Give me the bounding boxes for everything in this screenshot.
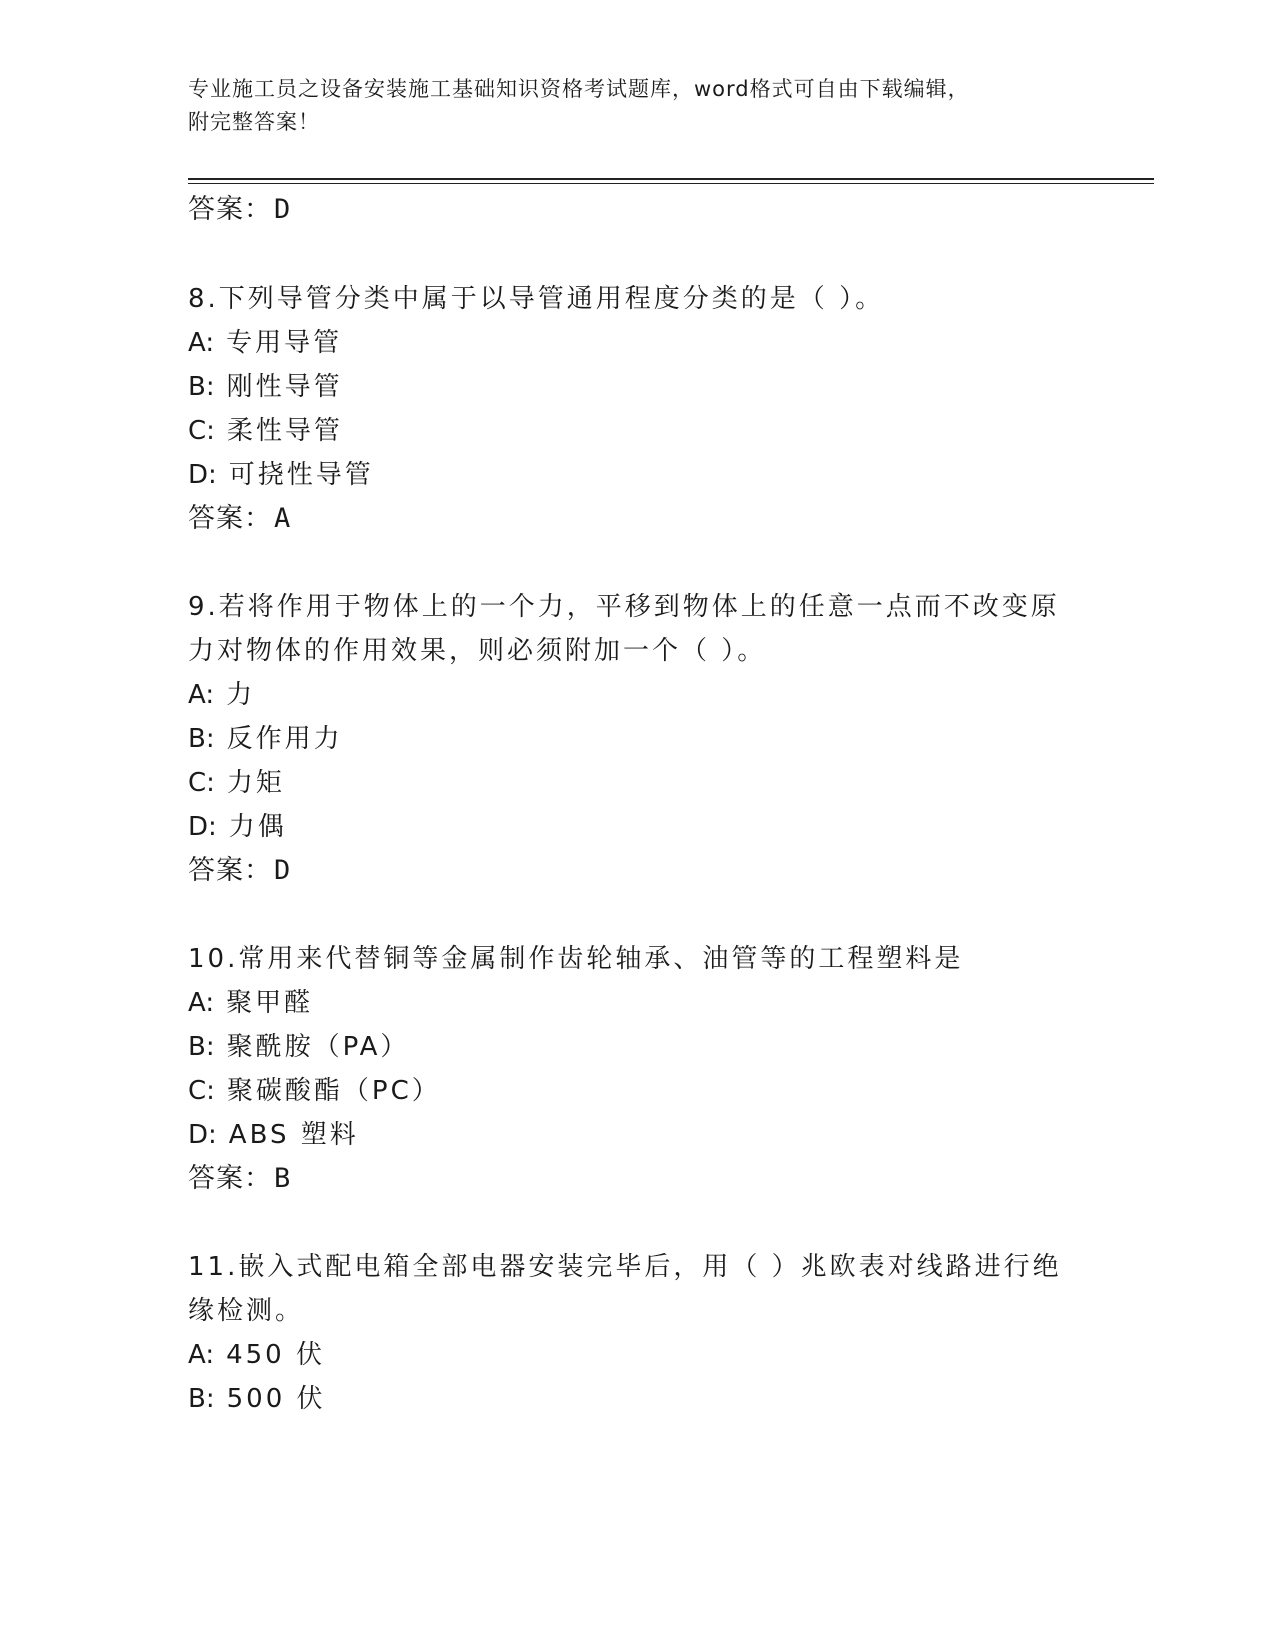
option-b <box>188 1382 326 1416</box>
option-letter: A: <box>188 1340 215 1370</box>
option-text: 500 伏 <box>226 1384 326 1414</box>
question-text: 11.嵌入式配电箱全部电器安装完毕后，用（ ）兆欧表对线路进行绝 <box>188 1252 1062 1282</box>
option-a <box>188 1338 325 1372</box>
option-text: 可挠性导管 <box>228 460 374 490</box>
option-text: 力偶 <box>228 812 287 842</box>
question-text: 8.下列导管分类中属于以导管通用程度分类的是（ ）。 <box>188 284 885 314</box>
option-letter: A: <box>188 680 215 710</box>
answer-line <box>188 854 291 888</box>
option-letter: B: <box>188 1384 215 1414</box>
option-text: 聚碳酸酯（PC） <box>226 1076 441 1106</box>
option-a <box>188 678 255 712</box>
answer-label: 答案： <box>188 855 272 886</box>
option-letter: C: <box>188 416 215 446</box>
option-d <box>188 1118 359 1152</box>
answer-line <box>188 502 291 536</box>
option-text: 力矩 <box>226 768 285 798</box>
option-text: 专用导管 <box>226 328 343 358</box>
option-text: 聚甲醛 <box>226 988 314 1018</box>
option-letter: B: <box>188 724 215 754</box>
answer-label: 答案： <box>188 503 272 534</box>
answer-label: 答案： <box>188 194 272 225</box>
header-divider-thin <box>188 183 1154 184</box>
option-b <box>188 370 343 404</box>
question-text-continued: 缘检测。 <box>188 1296 305 1326</box>
option-letter: B: <box>188 372 215 402</box>
answer-value: D <box>274 855 292 886</box>
option-d <box>188 458 374 492</box>
answer-value: D <box>274 194 292 225</box>
option-c <box>188 1074 441 1108</box>
option-letter: C: <box>188 768 215 798</box>
answer-line <box>188 193 291 227</box>
option-c <box>188 766 285 800</box>
option-text: 柔性导管 <box>226 416 343 446</box>
answer-value: B <box>274 1163 292 1194</box>
answer-value: A <box>274 503 292 534</box>
document-header-line-1: 专业施工员之设备安装施工基础知识资格考试题库，word格式可自由下载编辑， <box>188 77 970 101</box>
answer-line <box>188 1162 291 1196</box>
question-text: 10.常用来代替铜等金属制作齿轮轴承、油管等的工程塑料是 <box>188 944 964 974</box>
option-text: ABS 塑料 <box>228 1120 359 1150</box>
option-letter: B: <box>188 1032 215 1062</box>
header-divider-thick <box>188 178 1154 180</box>
option-text: 反作用力 <box>226 724 343 754</box>
option-letter: D: <box>188 460 217 490</box>
option-text: 力 <box>226 680 256 710</box>
question-text: 9.若将作用于物体上的一个力，平移到物体上的任意一点而不改变原 <box>188 592 1060 622</box>
document-header-line-2: 附完整答案！ <box>188 110 320 134</box>
option-text: 刚性导管 <box>226 372 343 402</box>
option-letter: D: <box>188 812 217 842</box>
option-a <box>188 986 313 1020</box>
option-b <box>188 1030 409 1064</box>
option-c <box>188 414 343 448</box>
option-a <box>188 326 342 360</box>
option-letter: C: <box>188 1076 215 1106</box>
option-text: 聚酰胺（PA） <box>226 1032 410 1062</box>
option-d <box>188 810 287 844</box>
option-text: 450 伏 <box>226 1340 325 1370</box>
option-letter: A: <box>188 988 215 1018</box>
question-text-continued: 力对物体的作用效果，则必须附加一个（ ）。 <box>188 636 767 666</box>
option-b <box>188 722 343 756</box>
answer-label: 答案： <box>188 1163 272 1194</box>
option-letter: A: <box>188 328 215 358</box>
option-letter: D: <box>188 1120 217 1150</box>
